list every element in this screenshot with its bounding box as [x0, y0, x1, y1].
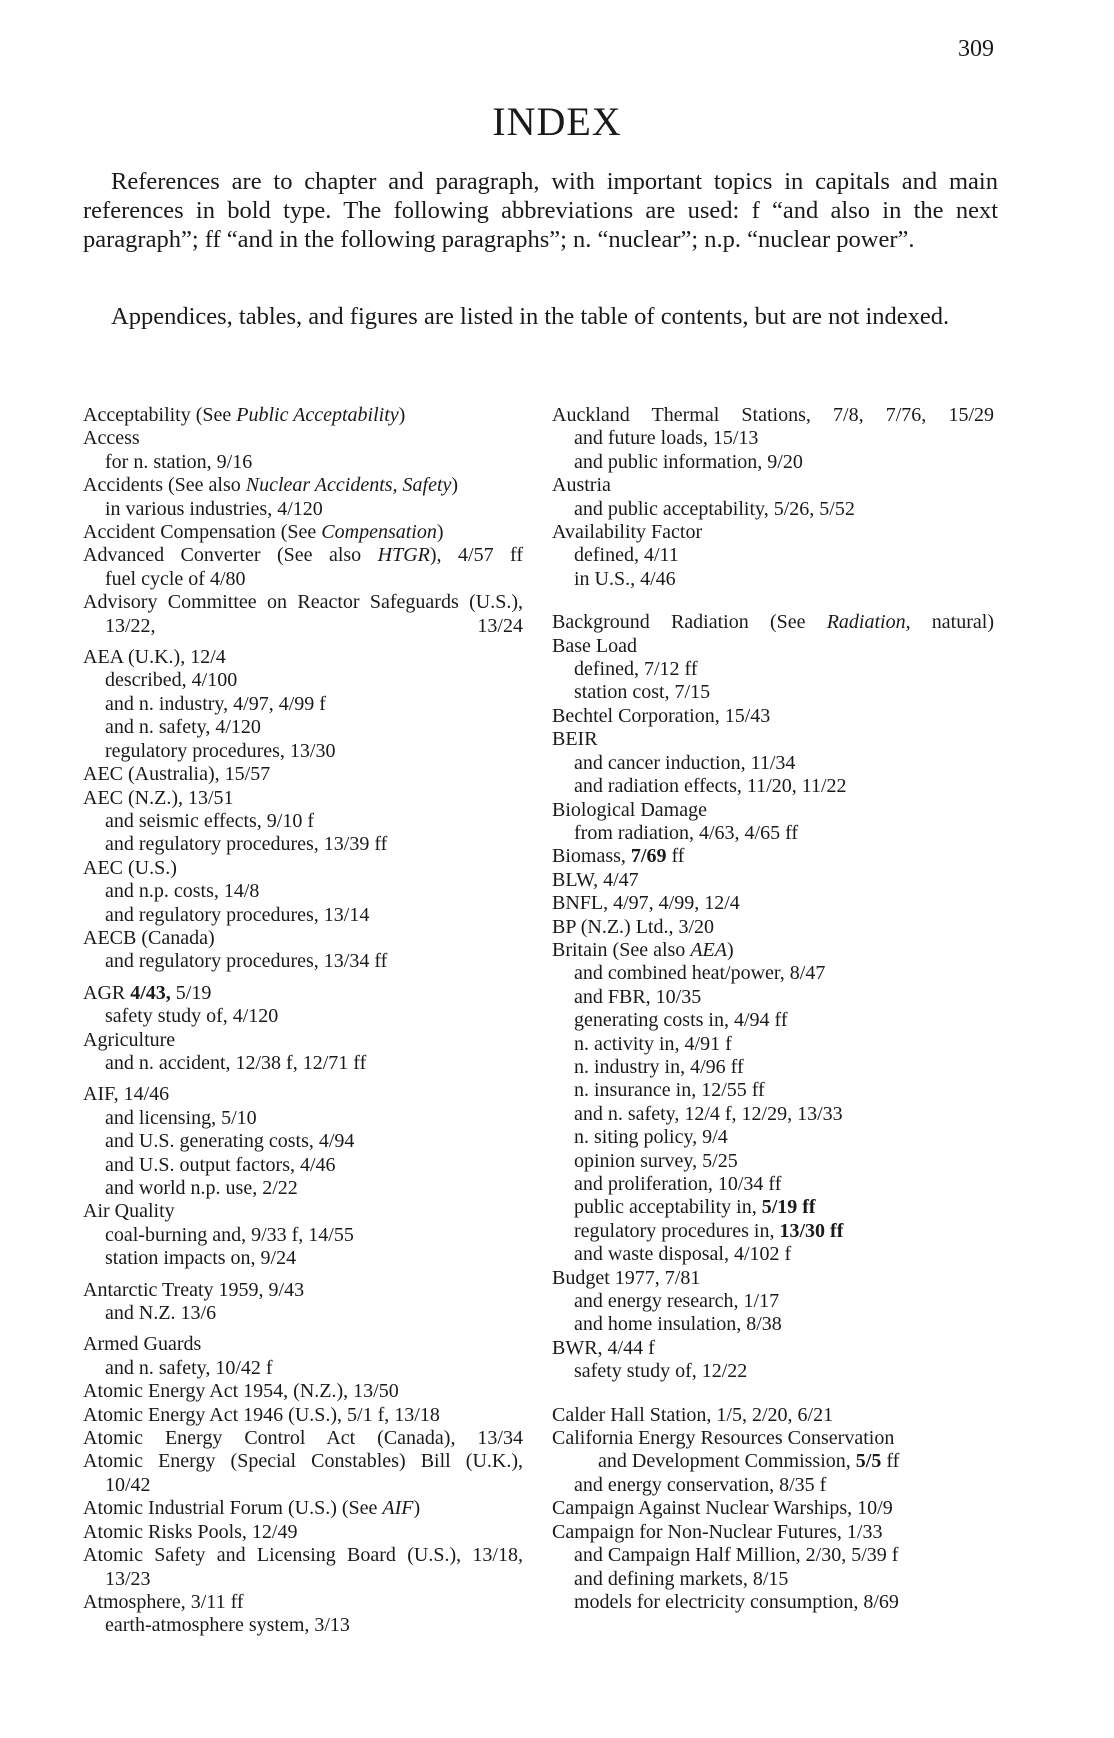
- index-subentry: [552, 1009, 994, 1032]
- index-subentry: [83, 451, 523, 474]
- entry-text: and n. safety, 12/4 f, 12/29, 13/33: [574, 1102, 843, 1125]
- entry-spacer: [83, 638, 523, 646]
- index-subentry: [83, 669, 523, 692]
- index-entry: [83, 1497, 523, 1520]
- entry-text: BNFL, 4/97, 4/99, 12/4: [552, 892, 740, 915]
- entry-text: n. siting policy, 9/4: [574, 1126, 728, 1149]
- index-entry: [552, 1267, 994, 1290]
- index-subentry: [83, 904, 523, 927]
- entry-text: Atomic Energy Control Act (Canada), 13/34: [83, 1427, 523, 1450]
- entry-text: ), 4/57 ff: [429, 544, 523, 567]
- entry-text: and defining markets, 8/15: [574, 1567, 789, 1590]
- entry-text: ff: [666, 845, 685, 868]
- page-title: INDEX: [492, 99, 622, 144]
- index-entry: [552, 611, 994, 634]
- index-subentry: [552, 1079, 994, 1102]
- entry-text: Public Acceptability: [236, 404, 399, 426]
- index-entry: [552, 845, 994, 868]
- entry-spacer: [552, 591, 994, 611]
- index-subentry: [83, 568, 523, 591]
- index-entry: [552, 474, 994, 497]
- entry-text: regulatory procedures in,: [574, 1219, 780, 1242]
- index-subentry: [552, 1196, 994, 1219]
- entry-spacer: [83, 974, 523, 982]
- entry-text: BEIR: [552, 728, 598, 751]
- entry-text: station cost, 7/15: [574, 681, 711, 704]
- entry-text: Atomic Safety and Licensing Board (U.S.), 13/18, 13/23: [83, 1544, 523, 1590]
- entry-spacer: [83, 1075, 523, 1083]
- index-entry: [83, 474, 523, 497]
- index-entry: [552, 799, 994, 822]
- index-subentry: [83, 1614, 523, 1637]
- entry-text: models for electricity consumption, 8/69: [574, 1590, 899, 1613]
- entry-spacer: [552, 1384, 994, 1404]
- index-subentry: [552, 962, 994, 985]
- entry-text: Atomic Risks Pools, 12/49: [83, 1520, 298, 1543]
- entry-text: and public information, 9/20: [574, 450, 803, 473]
- index-entry: [83, 1279, 523, 1302]
- entry-text: AEC (Australia), 15/57: [83, 763, 271, 786]
- entry-text: Budget 1977, 7/81: [552, 1266, 701, 1289]
- entry-text: Armed Guards: [83, 1333, 202, 1356]
- index-subentry: [83, 498, 523, 521]
- index-subentry: [552, 498, 994, 521]
- index-entry: [83, 1404, 523, 1427]
- entry-text: ff: [881, 1450, 900, 1473]
- entry-text: and regulatory procedures, 13/34 ff: [105, 950, 388, 973]
- entry-text: and world n.p. use, 2/22: [105, 1177, 298, 1199]
- entry-text: and radiation effects, 11/20, 11/22: [574, 775, 847, 798]
- entry-text: and combined heat/power, 8/47: [574, 962, 826, 985]
- entry-text: and regulatory procedures, 13/39 ff: [105, 833, 388, 856]
- index-entry: [552, 1404, 994, 1427]
- index-entry: [552, 635, 994, 658]
- entry-text: AECB (Canada): [83, 926, 215, 949]
- entry-text: AIF: [382, 1497, 414, 1520]
- entry-text: Antarctic Treaty 1959, 9/43: [83, 1278, 305, 1301]
- index-entry: [552, 869, 994, 892]
- index-subentry: [552, 427, 994, 450]
- entry-text: ): [398, 404, 406, 426]
- entry-text: and licensing, 5/10: [105, 1106, 257, 1129]
- entry-text: 7/69: [630, 845, 667, 868]
- entry-text: Biological Damage: [552, 798, 707, 821]
- entry-text: and future loads, 15/13: [574, 427, 759, 450]
- index-subentry: [552, 658, 994, 681]
- entry-text: BLW, 4/47: [552, 868, 639, 891]
- entry-spacer: [83, 1271, 523, 1279]
- entry-text: and energy research, 1/17: [574, 1290, 780, 1313]
- entry-text: Nuclear Accidents, Safety: [245, 474, 452, 497]
- entry-text: BP (N.Z.) Ltd., 3/20: [552, 915, 715, 938]
- entry-text: in various industries, 4/120: [105, 497, 323, 520]
- index-subentry: [552, 1450, 994, 1473]
- index-subentry: [83, 1107, 523, 1130]
- index-entry: [83, 591, 523, 638]
- entry-text: and n. accident, 12/38 f, 12/71 ff: [105, 1051, 367, 1074]
- entry-text: Atomic Industrial Forum (U.S.) (See: [83, 1497, 383, 1520]
- index-entry: [83, 1380, 523, 1403]
- entry-text: Access: [83, 427, 140, 450]
- index-subentry: [552, 1220, 994, 1243]
- entry-text: n. insurance in, 12/55 ff: [574, 1079, 765, 1102]
- index-subentry: [552, 568, 994, 591]
- index-entry: [83, 857, 523, 880]
- index-subentry: [83, 1154, 523, 1177]
- entry-text: station impacts on, 9/24: [105, 1247, 297, 1270]
- index-subentry: [83, 716, 523, 739]
- page-number: 309: [958, 36, 994, 62]
- index-subentry: [83, 1224, 523, 1247]
- entry-text: Availability Factor: [552, 521, 703, 544]
- index-entry: [83, 927, 523, 950]
- entry-text: Advanced Converter (See also: [83, 544, 378, 567]
- index-entry: [83, 1521, 523, 1544]
- index-entry: [83, 1591, 523, 1614]
- entry-text: ): [436, 521, 444, 544]
- entry-text: Compensation: [321, 521, 437, 544]
- index-subentry: [552, 681, 994, 704]
- entry-text: Radiation,: [826, 611, 911, 634]
- entry-text: and seismic effects, 9/10 f: [105, 809, 315, 832]
- entry-text: AIF, 14/46: [83, 1083, 170, 1106]
- entry-text: Auckland Thermal Stations, 7/8, 7/76, 15/29: [552, 404, 994, 426]
- entry-text: and Development Commission,: [598, 1450, 856, 1473]
- entry-text: Austria: [552, 474, 611, 497]
- entry-text: Calder Hall Station, 1/5, 2/20, 6/21: [552, 1403, 834, 1426]
- index-subentry: [83, 950, 523, 973]
- entry-text: ): [726, 938, 734, 961]
- entry-text: public acceptability in,: [574, 1196, 762, 1219]
- entry-text: Britain (See also: [552, 938, 691, 961]
- entry-text: earth-atmosphere system, 3/13: [105, 1614, 350, 1637]
- entry-text: Air Quality: [83, 1200, 175, 1223]
- index-subentry: [552, 986, 994, 1009]
- entry-text: for n. station, 9/16: [105, 450, 253, 473]
- entry-text: regulatory procedures, 13/30: [105, 739, 336, 762]
- index-subentry: [552, 1290, 994, 1313]
- index-entry: [83, 982, 523, 1005]
- index-subentry: [83, 1357, 523, 1380]
- index-subentry: [83, 833, 523, 856]
- index-subentry: [552, 1474, 994, 1497]
- entry-text: and cancer induction, 11/34: [574, 751, 796, 774]
- entry-text: and FBR, 10/35: [574, 985, 702, 1008]
- entry-text: California Energy Resources Conservation: [552, 1427, 895, 1450]
- entry-text: opinion survey, 5/25: [574, 1149, 738, 1172]
- entry-text: and n. safety, 4/120: [105, 716, 261, 739]
- entry-text: Campaign for Non-Nuclear Futures, 1/33: [552, 1520, 883, 1543]
- entry-text: Base Load: [552, 634, 637, 657]
- entry-text: Atomic Energy Act 1946 (U.S.), 5/1 f, 13/18: [83, 1403, 440, 1426]
- entry-text: and n. industry, 4/97, 4/99 f: [105, 692, 326, 715]
- index-entry: [552, 1521, 994, 1544]
- entry-text: 5/5: [855, 1450, 882, 1473]
- index-subentry: [83, 810, 523, 833]
- index-entry: [552, 1337, 994, 1360]
- entry-text: HTGR: [377, 544, 430, 567]
- entry-text: 5/19 ff: [761, 1196, 816, 1219]
- index-entry: [83, 787, 523, 810]
- entry-text: Background Radiation (See: [552, 611, 827, 634]
- index-subentry: [83, 1247, 523, 1270]
- entry-text: Atomic Energy (Special Constables) Bill (U.K.), 10/42: [83, 1450, 523, 1496]
- entry-text: and waste disposal, 4/102 f: [574, 1243, 792, 1266]
- index-entry: [552, 939, 994, 962]
- index-entry: [83, 763, 523, 786]
- index-entry: [83, 1544, 523, 1591]
- entry-text: Acceptability (See: [83, 404, 237, 426]
- entry-text: and home insulation, 8/38: [574, 1313, 782, 1336]
- entry-text: fuel cycle of 4/80: [105, 567, 246, 590]
- entry-text: 5/19: [170, 981, 212, 1004]
- index-subentry: [83, 1130, 523, 1153]
- entry-text: ): [451, 474, 459, 497]
- index-entry: [83, 1333, 523, 1356]
- entry-text: 13/30 ff: [779, 1219, 844, 1242]
- index-subentry: [552, 1103, 994, 1126]
- entry-text: defined, 7/12 ff: [574, 658, 698, 681]
- entry-text: coal-burning and, 9/33 f, 14/55: [105, 1223, 354, 1246]
- entry-text: and U.S. output factors, 4/46: [105, 1153, 336, 1176]
- entry-text: and U.S. generating costs, 4/94: [105, 1130, 355, 1153]
- index-entry: [552, 404, 994, 427]
- index-subentry: [552, 1360, 994, 1383]
- entry-text: 4/43,: [130, 981, 171, 1004]
- intro-note: Appendices, tables, and figures are listed in the table of contents, but are not indexed.: [111, 303, 950, 330]
- index-subentry: [83, 1177, 523, 1200]
- index-entry: [83, 1083, 523, 1106]
- index-subentry: [552, 1568, 994, 1591]
- index-subentry: [552, 544, 994, 567]
- index-subentry: [552, 1243, 994, 1266]
- index-entry: [83, 521, 523, 544]
- entry-text: and n.p. costs, 14/8: [105, 880, 260, 903]
- index-subentry: [83, 1005, 523, 1028]
- index-entry: [552, 728, 994, 751]
- index-column-right: [552, 404, 994, 1614]
- entry-text: generating costs in, 4/94 ff: [574, 1009, 788, 1032]
- index-entry: [83, 1029, 523, 1052]
- index-subentry: [552, 1544, 994, 1567]
- index-entry: [552, 916, 994, 939]
- index-entry: [83, 1427, 523, 1450]
- index-subentry: [83, 693, 523, 716]
- index-entry: [83, 646, 523, 669]
- entry-text: natural): [910, 611, 994, 634]
- index-entry: [552, 892, 994, 915]
- entry-text: n. industry in, 4/96 ff: [574, 1055, 744, 1078]
- entry-text: and public acceptability, 5/26, 5/52: [574, 497, 855, 520]
- entry-text: n. activity in, 4/91 f: [574, 1032, 732, 1055]
- index-subentry: [552, 1033, 994, 1056]
- index-entry: [552, 1427, 994, 1450]
- entry-text: and energy conservation, 8/35 f: [574, 1473, 827, 1496]
- index-subentry: [552, 752, 994, 775]
- index-subentry: [83, 740, 523, 763]
- index-subentry: [83, 1302, 523, 1325]
- entry-text: AEC (N.Z.), 13/51: [83, 786, 234, 809]
- entry-text: AEA (U.K.), 12/4: [83, 646, 226, 669]
- index-subentry: [552, 1150, 994, 1173]
- index-entry: [552, 1497, 994, 1520]
- entry-text: and regulatory procedures, 13/14: [105, 903, 370, 926]
- entry-text: and proliferation, 10/34 ff: [574, 1173, 782, 1195]
- index-entry: [83, 427, 523, 450]
- entry-text: ): [413, 1497, 421, 1520]
- entry-text: BWR, 4/44 f: [552, 1336, 655, 1359]
- index-subentry: [552, 1173, 994, 1196]
- index-subentry: [552, 1313, 994, 1336]
- entry-text: and N.Z. 13/6: [105, 1302, 217, 1325]
- index-subentry: [83, 1052, 523, 1075]
- index-entry: [83, 404, 523, 427]
- entry-text: Atmosphere, 3/11 ff: [83, 1590, 244, 1613]
- entry-text: and Campaign Half Million, 2/30, 5/39 f: [574, 1544, 899, 1567]
- entry-text: Campaign Against Nuclear Warships, 10/9: [552, 1497, 893, 1520]
- index-entry: [83, 1450, 523, 1497]
- index-subentry: [552, 775, 994, 798]
- index-entry: [552, 521, 994, 544]
- index-subentry: [552, 1056, 994, 1079]
- entry-text: in U.S., 4/46: [574, 567, 676, 590]
- entry-text: from radiation, 4/63, 4/65 ff: [574, 821, 799, 844]
- index-entry: [83, 544, 523, 567]
- entry-text: safety study of, 4/120: [105, 1005, 279, 1028]
- entry-text: Bechtel Corporation, 15/43: [552, 704, 771, 727]
- entry-text: Advisory Committee on Reactor Safeguards (U.S.), 13/22, 13/24: [83, 591, 523, 637]
- entry-text: Agriculture: [83, 1028, 176, 1051]
- index-entry: [552, 705, 994, 728]
- entry-text: Atomic Energy Act 1954, (N.Z.), 13/50: [83, 1380, 399, 1403]
- entry-text: AEC (U.S.): [83, 856, 177, 879]
- entry-text: Biomass,: [552, 845, 631, 868]
- entry-text: Accident Compensation (See: [83, 521, 322, 544]
- index-subentry: [552, 822, 994, 845]
- index-subentry: [83, 880, 523, 903]
- index-entry: [83, 1200, 523, 1223]
- index-column-left: [83, 404, 523, 1638]
- index-subentry: [552, 451, 994, 474]
- intro-paragraph: References are to chapter and paragraph, with important topics in capitals and main references in bold type. The following abbreviations are used: f “and also in the next paragraph”; ff “and in the following paragraphs”; n. “nuclear”; n.p. “nuclear power”.: [83, 168, 998, 253]
- entry-spacer: [83, 1325, 523, 1333]
- entry-text: defined, 4/11: [574, 544, 679, 567]
- index-subentry: [552, 1591, 994, 1614]
- entry-text: safety study of, 12/22: [574, 1360, 748, 1383]
- entry-text: AGR: [83, 981, 131, 1004]
- index-subentry: [552, 1126, 994, 1149]
- entry-text: Accidents (See also: [83, 474, 246, 497]
- entry-text: described, 4/100: [105, 669, 238, 692]
- entry-text: AEA: [690, 938, 727, 961]
- entry-text: and n. safety, 10/42 f: [105, 1356, 273, 1379]
